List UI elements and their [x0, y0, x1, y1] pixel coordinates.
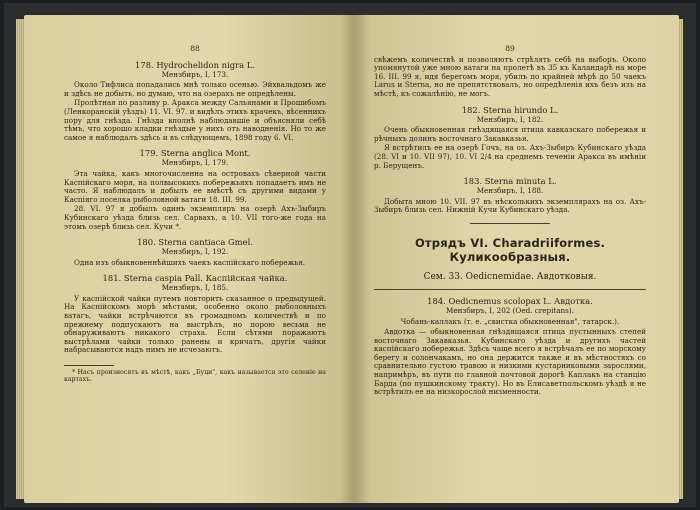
- paragraph: Авдотка — обыкновенная гнѣздящаяся птица пустынныхъ степей восточнаго Закавказья. Кубинскаго уѣзда и другихъ частей каспійскаго побережья. Здѣсь чаще всего я встрѣчалъ ее по морскому берегу и солончакамъ, но она держится также и въ мѣстностяхъ со сравнительно густою травою и низкими кустарниковыми зарослями, напримѣръ, въ пути по главной почтовой дорогѣ Каплакъ на станцію Барда (по пушкинскому тракту). Но въ Елисаветпольскомъ уѣздѣ я не встрѣтилъ ее на низкорослой низменности.: [374, 327, 646, 397]
- open-book: [4, 3, 696, 507]
- left-page: [24, 15, 354, 503]
- species-reference: Мензбиръ, I, 192.: [161, 247, 229, 257]
- species-reference: Мензбиръ, I, 179.: [161, 158, 229, 168]
- family-title: Сем. 33. Oedicnemidae. Авдотковыя.: [423, 271, 597, 282]
- paragraph: Эта чайка, какъ многочисленна на островахъ сѣверной части Каспійскаго моря, на полвысокихъ побережьяхъ попадаетъ имъ не часто. Я наблюдалъ и добылъ ее вмѣстѣ съ другими видами у Каспіяго поселка рыболовной ватаги 18. III. 99.: [64, 168, 326, 204]
- species-reference: Мензбиръ, I, 173.: [161, 69, 229, 79]
- paragraph: Я встрѣтилъ ее на озерѣ Гочъ, на оз. Ахъ-Зыбиръ Кубинскаго уѣзда (28. VI и 10. VII 97), 10. VI 2/4 на среднемъ теченіи Аракса въ имѣніи р. Берущенъ.: [374, 143, 646, 170]
- footnote: * Насъ произносятъ въ мѣстѣ, какъ „Буци", какъ называется это селеніе на картахъ.: [64, 369, 326, 384]
- paragraph: Около Тифлиса попадались мнѣ только осенью. Эйхвальдомъ же и здѣсь не добыть, но думаю, что на озерахъ не опредѣлены.: [64, 80, 326, 98]
- species-reference: Мензбиръ, I, 188.: [476, 186, 544, 196]
- paragraph: 28. VI. 97 я добылъ одинъ экземпляръ на озерѣ Ахъ-Зыбиръ Кубинскаго уѣзда близь сел. Сарвахъ, а 10. VII того-же года на этомъ озерѣ близь сел. Кучи *.: [64, 204, 326, 231]
- paragraph: Очень обыкновенная гнѣздящаяся птица кавказскаго побережья и рѣчныхъ долинъ восточнаго Закавказья.: [374, 125, 646, 143]
- species-reference: Мензбиръ, I, 182.: [476, 114, 544, 124]
- species-heading: 184. Oedicnemus scolopax L. Авдотка.: [427, 295, 593, 306]
- species-heading: 178. Hydrochelidon nigra L.: [135, 59, 255, 70]
- paragraph: Добыта мною 10. VII. 97 въ нѣсколькихъ экземплярахъ на оз. Ахъ-Зыбиръ близь сел. Нижній Кучи Кубинскаго уѣзда.: [374, 196, 646, 215]
- species-heading: 183. Sterna minuta L.: [463, 176, 557, 187]
- footnote-rule: [64, 365, 114, 366]
- paragraph: свѣжемъ количествѣ и позволяютъ стрѣлять себѣ на выборъ. Около упомянутой уже мною ватаги на пролетѣ въ 35 къ Каландарѣ на море 16. III. 99 я, идя берегомъ моря, убилъ по крайней мѣрѣ до 50 чаекъ Larus и Sterna, но не препятствовалъ, но опредѣленія ихъ безъ изъ на мѣстѣ, къ сожалѣнію, не могъ.: [374, 54, 646, 98]
- order-title: Отрядъ VI. Charadriiformes. Куликообразныя.: [414, 235, 606, 264]
- paragraph: Одна изъ обыкновеннѣйшихъ чаекъ каспійскаго побережья.: [74, 257, 306, 267]
- species-heading: 182. Sterna hirundo L.: [461, 104, 559, 115]
- page-number: 88: [190, 44, 200, 53]
- paragraph: У каспійской чайки путемъ повторить сказанное о предыдущей. На Каспійскомъ морѣ мѣстами, особенно около рыболовныхъ ватагъ, чайки встрѣчаются въ громадномъ количествѣ и по прежнему подпускаютъ на выстрѣлъ, но порою весьма не обнаруживаютъ никакого страха. Если сѣтями поражаютъ выстрѣлами чайки только ранены и кричатъ, другія чайки набрасываются надъ нимъ не исчезаютъ.: [64, 293, 326, 355]
- page-number: 89: [505, 44, 515, 53]
- species-heading: 180. Sterna cantiaca Gmel.: [137, 237, 253, 248]
- section-rule: [470, 223, 550, 224]
- left-page-text: [64, 45, 326, 384]
- family-rule: [374, 289, 646, 290]
- right-page: [354, 15, 679, 503]
- species-note: Чобань-каллакъ (т. е. „свистка обыкновенная", татарск.).: [400, 316, 620, 326]
- paragraph: Пролѣтная по разливу р. Аракса между Сальянами и Прошибомъ (Ленкоранскій уѣздъ) 11. VI. 97. и видѣлъ этихъ крачекъ, вѣсеннихъ пору для гнѣзда. Гнѣзда вполнѣ наблюдавшіе и объясняли себѣ тѣмъ, что хорошо кладки гнѣздые у нихъ отъ наводненія. Но то же самое я наблюдалъ здѣсь и въ слѣдующемъ, 1898 году 6. VI.: [64, 98, 326, 142]
- species-heading: 179. Sterna anglica Mont.: [139, 148, 251, 159]
- species-reference: Мензбиръ, I, 202 (Oed. crepitans).: [446, 305, 574, 315]
- right-page-text: [374, 45, 646, 398]
- species-heading: 181. Sterna caspia Pall. Каспійская чайка.: [102, 273, 288, 284]
- species-reference: Мензбиръ, I, 185.: [161, 283, 229, 293]
